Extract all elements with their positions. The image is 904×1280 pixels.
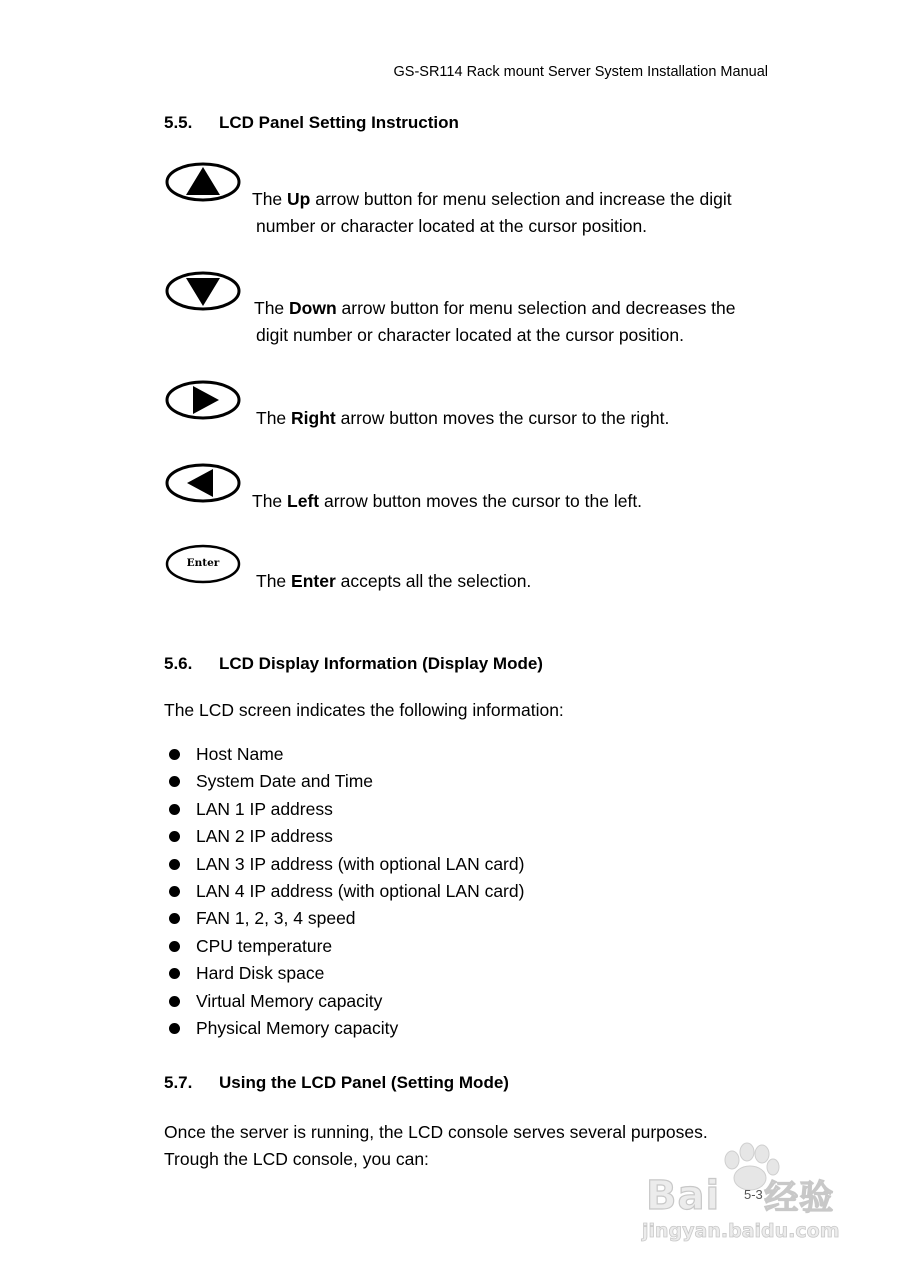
- bullet-icon: [169, 749, 180, 760]
- bullet-icon: [169, 886, 180, 897]
- bullet-icon: [169, 804, 180, 815]
- text-pre: The: [256, 571, 292, 591]
- key-name: Enter: [291, 571, 336, 591]
- text-pre: The: [252, 491, 288, 511]
- list-item: [164, 823, 524, 850]
- right-arrow-icon: [165, 380, 243, 422]
- text-line2: number or character located at the cursor position.: [256, 216, 648, 236]
- bullet-icon: [169, 831, 180, 842]
- section-title: LCD Panel Setting Instruction: [219, 113, 459, 132]
- text-rest: arrow button for menu selection and decreases the: [336, 298, 736, 318]
- list-item-text: LAN 4 IP address (with optional LAN card): [196, 880, 525, 901]
- list-item: [164, 960, 524, 987]
- enter-icon-label: Enter: [186, 557, 220, 569]
- key-name: Right: [291, 408, 336, 428]
- enter-button-description: [256, 568, 531, 595]
- list-item: [164, 796, 524, 823]
- list-item-text: LAN 1 IP address: [196, 798, 333, 819]
- list-item: [164, 741, 524, 768]
- down-arrow-icon: [165, 271, 243, 313]
- text-rest: accepts all the selection.: [335, 571, 532, 591]
- key-name: Left: [287, 491, 320, 511]
- list-item-text: CPU temperature: [196, 935, 333, 956]
- section-heading-5-5: [164, 113, 459, 133]
- section-heading-5-7: [164, 1073, 509, 1093]
- bullet-icon: [169, 776, 180, 787]
- list-item: [164, 933, 524, 960]
- up-button-description: [252, 186, 732, 240]
- list-item-text: LAN 2 IP address: [196, 826, 333, 847]
- key-name: Down: [289, 298, 337, 318]
- bullet-icon: [169, 968, 180, 979]
- down-button-description: [254, 295, 736, 349]
- list-item: [164, 905, 524, 932]
- list-item: [164, 878, 524, 905]
- text-pre: The: [256, 408, 292, 428]
- bullet-icon: [169, 941, 180, 952]
- watermark-url: jingyan.baidu.com: [642, 1220, 840, 1242]
- list-item-text: Hard Disk space: [196, 963, 325, 984]
- section-title: LCD Display Information (Display Mode): [219, 654, 543, 673]
- bullet-icon: [169, 913, 180, 924]
- list-item: [164, 1015, 524, 1042]
- running-header: GS-SR114 Rack mount Server System Installation Manual: [393, 64, 768, 80]
- right-button-description: [256, 405, 669, 432]
- list-item-text: System Date and Time: [196, 771, 374, 792]
- section-number: 5.5.: [164, 113, 193, 132]
- section-number: 5.6.: [164, 654, 193, 673]
- up-arrow-icon: [165, 162, 243, 204]
- setting-mode-paragraph: [164, 1119, 708, 1173]
- watermark-brand-suffix: 经验: [764, 1178, 835, 1218]
- left-button-description: [252, 488, 642, 515]
- list-item-text: LAN 3 IP address (with optional LAN card): [196, 853, 525, 874]
- list-item-text: Physical Memory capacity: [196, 1017, 399, 1038]
- key-name: Up: [287, 189, 311, 209]
- text-rest: arrow button for menu selection and increase the digit: [310, 189, 732, 209]
- bullet-icon: [169, 996, 180, 1007]
- list-item: [164, 768, 524, 795]
- watermark-brand: Bai: [646, 1173, 721, 1219]
- list-item: [164, 851, 524, 878]
- paragraph-line: Trough the LCD console, you can:: [164, 1149, 429, 1169]
- text-pre: The: [252, 189, 288, 209]
- bullet-icon: [169, 1023, 180, 1034]
- page-number: 5-3: [744, 1187, 763, 1202]
- enter-button-icon: [165, 544, 243, 586]
- list-item-text: FAN 1, 2, 3, 4 speed: [196, 908, 356, 929]
- left-arrow-icon: [165, 463, 243, 505]
- section-number: 5.7.: [164, 1073, 193, 1092]
- list-item-text: Virtual Memory capacity: [196, 990, 383, 1011]
- section-heading-5-6: [164, 654, 543, 674]
- display-info-list: [164, 741, 524, 1042]
- paragraph-line: Once the server is running, the LCD console serves several purposes.: [164, 1122, 708, 1142]
- display-intro: The LCD screen indicates the following information:: [164, 700, 564, 720]
- text-pre: The: [254, 298, 290, 318]
- text-line2: digit number or character located at the cursor position.: [256, 325, 684, 345]
- section-title: Using the LCD Panel (Setting Mode): [219, 1073, 509, 1092]
- list-item: [164, 988, 524, 1015]
- bullet-icon: [169, 859, 180, 870]
- text-rest: arrow button moves the cursor to the left.: [319, 491, 643, 511]
- text-rest: arrow button moves the cursor to the right.: [335, 408, 670, 428]
- list-item-text: Host Name: [196, 744, 284, 764]
